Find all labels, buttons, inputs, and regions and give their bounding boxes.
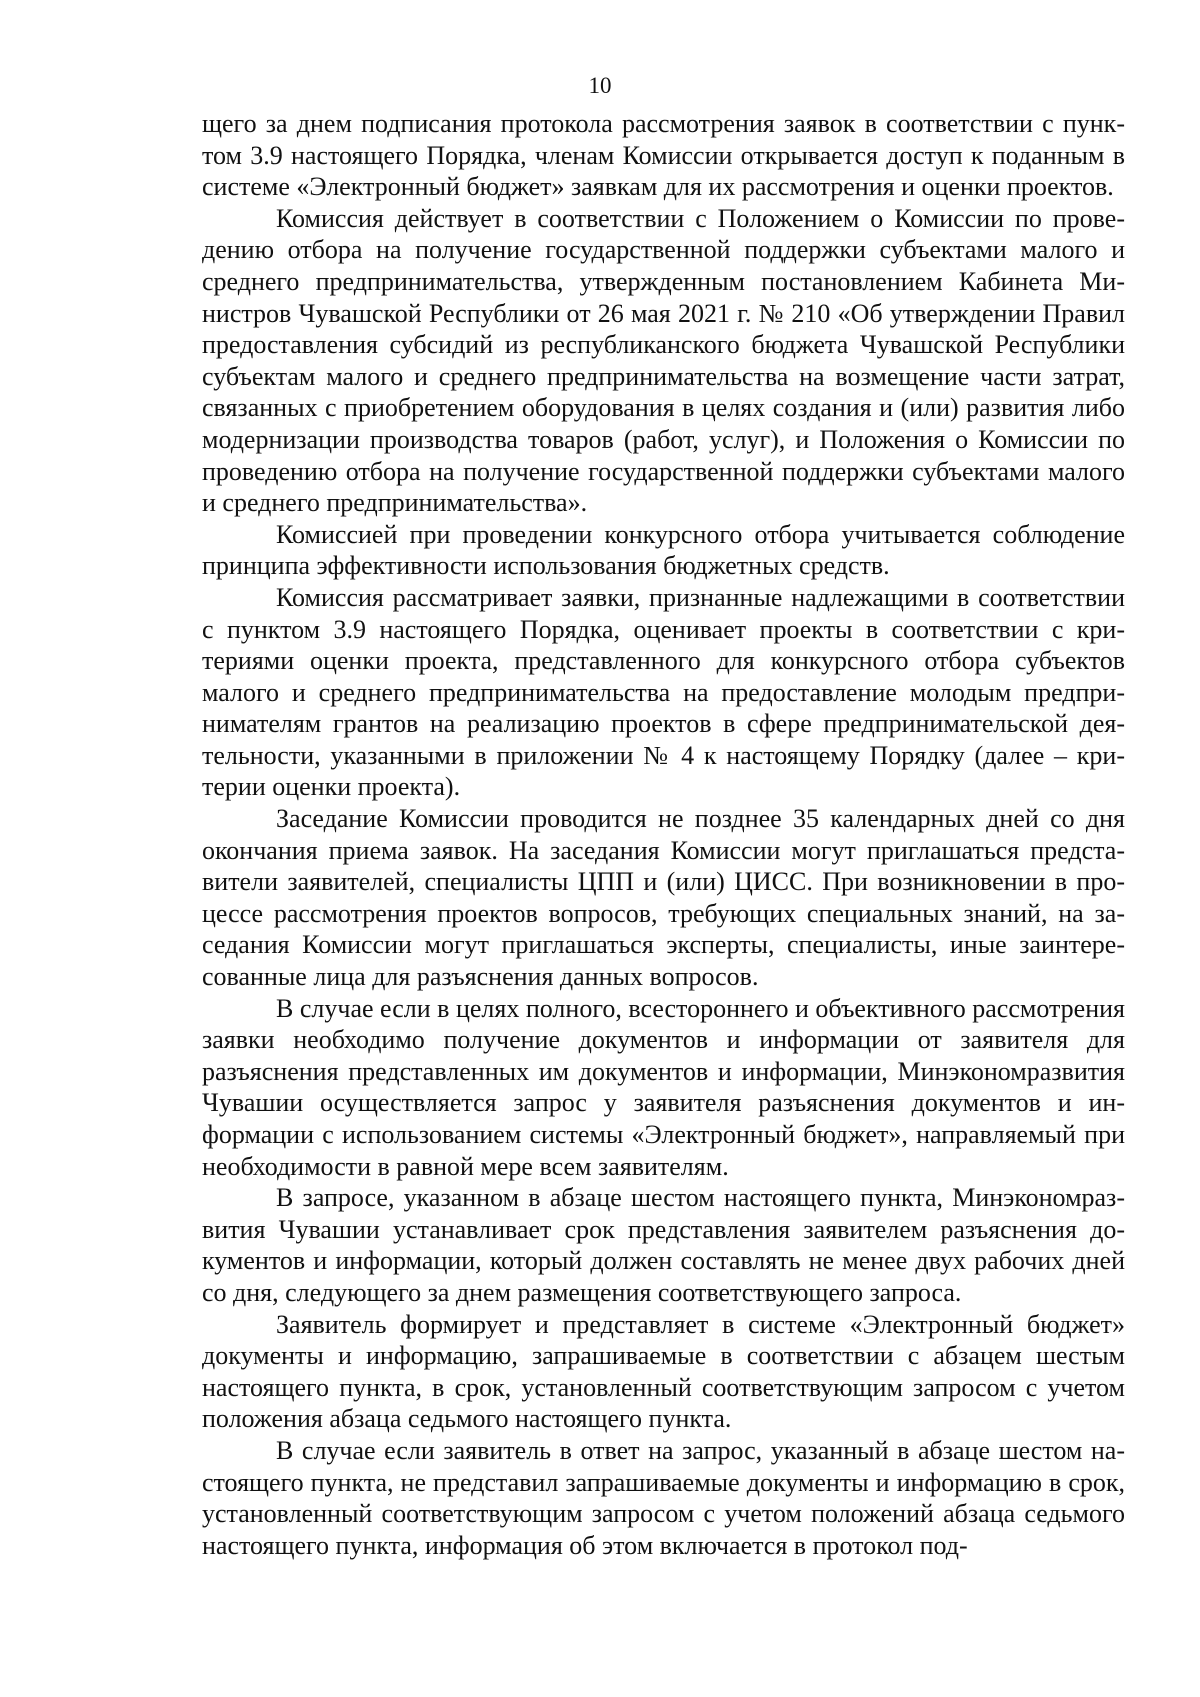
page-number: 10 bbox=[588, 73, 612, 98]
paragraph-commission-meeting: Заседание Комиссии проводится не позднее 35 календарных дней со дня окончания приема заявок. На заседания Комиссии могут приглашаться представители заявителей, специалисты ЦПП и (или) ЦИСС. При возникновении в процессе рассмотрения проектов вопросов, требующих специальных знаний, на заседания Комиссии могут приглашаться эксперты, специалисты, иные заинтересованные лица для разъяснения данных вопросов. bbox=[202, 804, 1125, 992]
paragraph-request-deadline: В запросе, указанном в абзаце шестом настоящего пункта, Минэкономразвития Чувашии устанавливает срок представления заявителем разъяснения документов и информации, который должен составлять не менее двух рабочих дней со дня, следующего за днем размещения соответствующего запроса. bbox=[202, 1183, 1125, 1307]
paragraph-commission-regulations: Комиссия действует в соответствии с Положением о Комиссии по проведению отбора на получение государственной поддержки субъектами малого и среднего предпринимательства, утвержденным постановлением Кабинета Министров Чувашской Республики от 26 мая 2021 г. № 210 «Об утверждении Правил предоставления субсидий из республиканского бюджета Чувашской Республики субъектам малого и среднего предпринимательства на возмещение части затрат, связанных с приобретением оборудования в целях создания и (или) развития либо модернизации производства товаров (работ, услуг), и Положения о Комиссии по проведению отбора на получение государственной поддержки субъектами малого и среднего предпринимательства». bbox=[202, 203, 1125, 518]
paragraph-continuation: щего за днем подписания протокола рассмотрения заявок в соответствии с пунктом 3.9 настоящего Порядка, членам Комиссии открывается доступ к поданным в системе «Электронный бюджет» заявкам для их рассмотрения и оценки проектов. bbox=[202, 109, 1125, 202]
document-body bbox=[202, 108, 1125, 1561]
paragraph-clarification-request: В случае если в целях полного, всестороннего и объективного рассмотрения заявки необходимо получение документов и информации от заявителя для разъяснения представленных им документов и информации, Минэкономразвития Чувашии осуществляется запрос у заявителя разъяснения документов и информации с использованием системы «Электронный бюджет», направляемый при необходимости в равной мере всем заявителям. bbox=[202, 993, 1125, 1181]
paragraph-missing-documents: В случае если заявитель в ответ на запрос, указанный в абзаце шестом настоящего пункта, не представил запрашиваемые документы и информацию в срок, установленный соответствующим запросом с учетом положений абзаца седьмого настоящего пункта, информация об этом включается в протокол под- bbox=[202, 1435, 1125, 1560]
paragraph-budget-efficiency: Комиссией при проведении конкурсного отбора учитывается соблюдение принципа эффективности использования бюджетных средств. bbox=[202, 519, 1125, 581]
paragraph-applicant-submission: Заявитель формирует и представляет в системе «Электронный бюджет» документы и информацию, запрашиваемые в соответствии с абзацем шестым настоящего пункта, в срок, установленный соответствующим запросом с учетом положения абзаца седьмого настоящего пункта. bbox=[202, 1309, 1125, 1434]
paragraph-application-review: Комиссия рассматривает заявки, признанные надлежащими в соответствии с пунктом 3.9 настоящего Порядка, оценивает проекты в соответствии с критериями оценки проекта, представленного для конкурсного отбора субъектов малого и среднего предпринимательства на предоставление молодым предпринимателям грантов на реализацию проектов в сфере предпринимательской деятельности, указанными в приложении № 4 к настоящему Порядку (далее – критерии оценки проекта). bbox=[202, 582, 1125, 802]
